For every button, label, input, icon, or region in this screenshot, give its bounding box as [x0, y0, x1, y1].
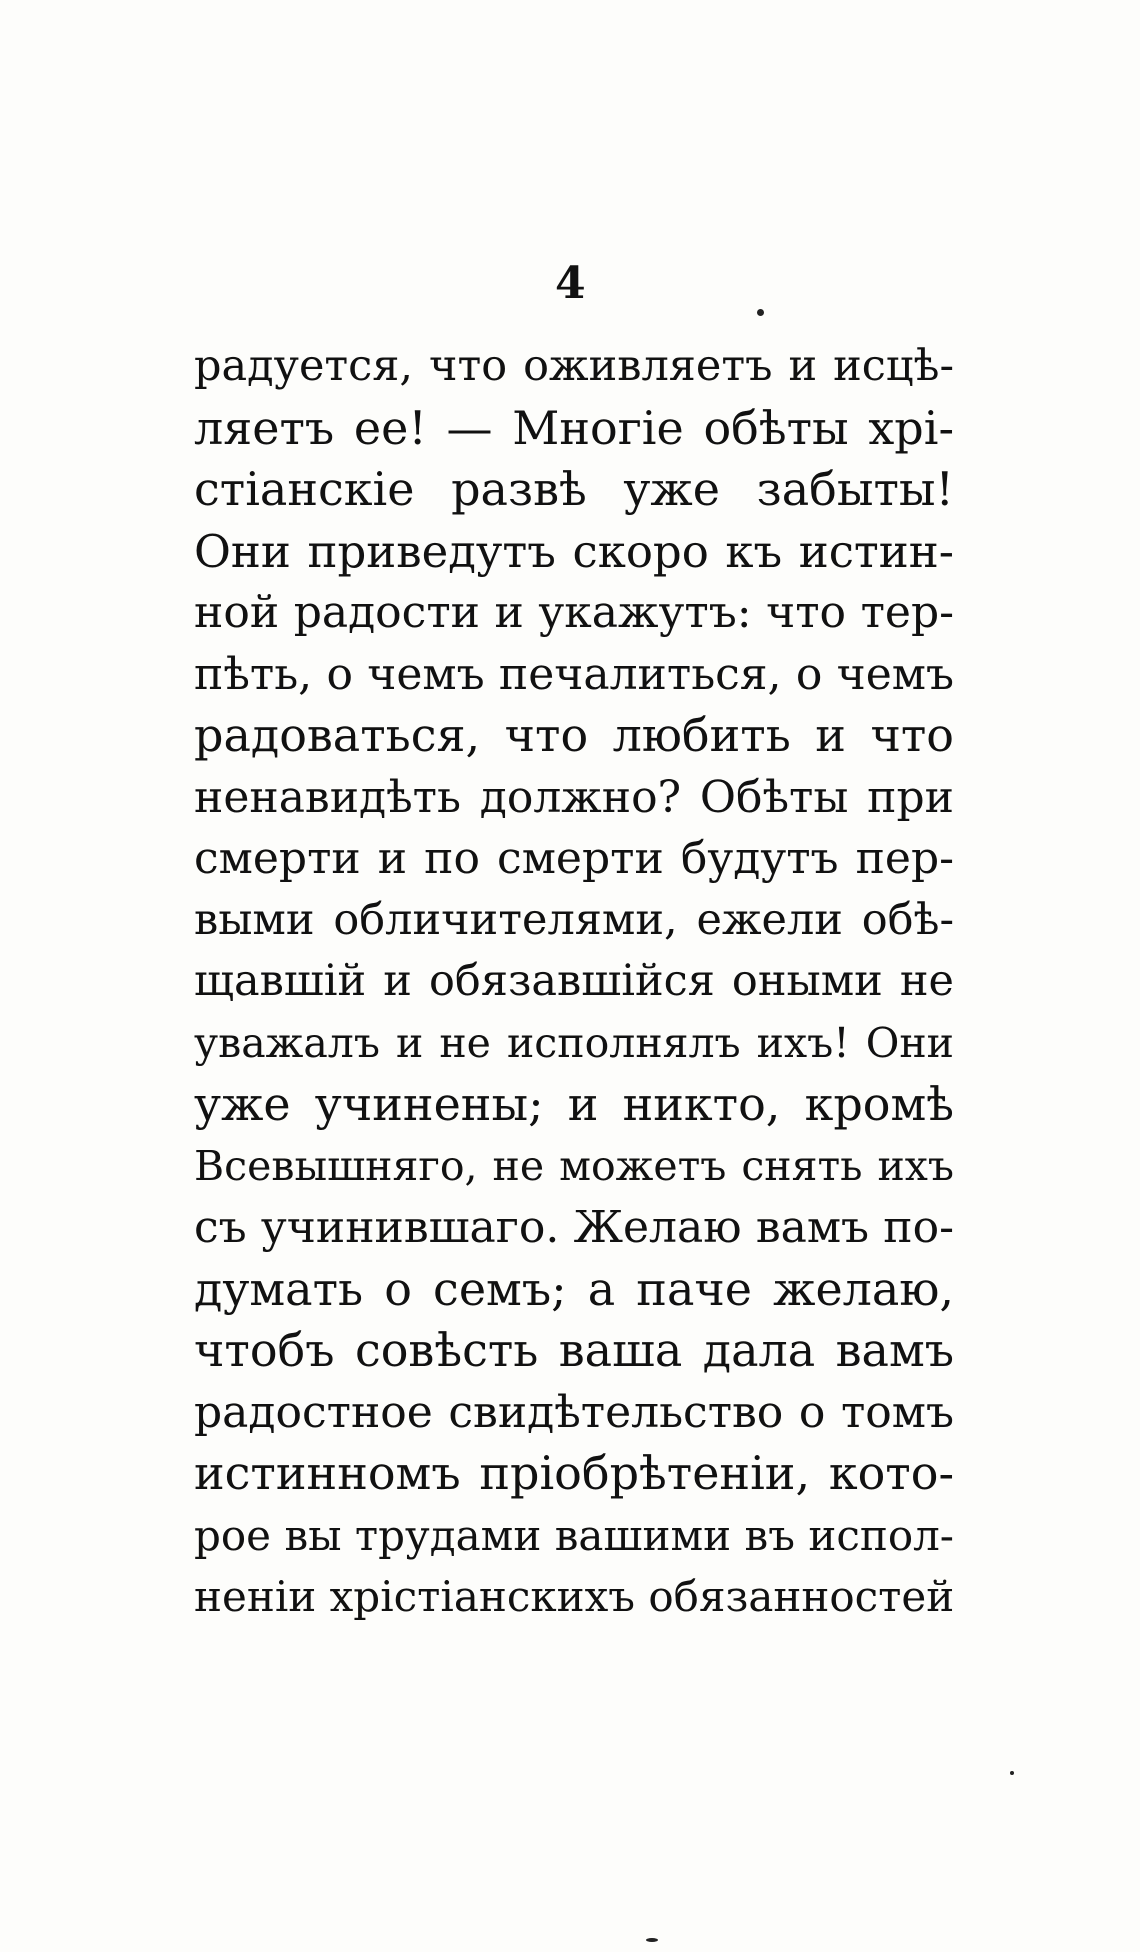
print-speck [646, 1938, 658, 1942]
text-line: Они приведутъ скоро къ истин- [194, 524, 954, 578]
text-line: уже учинены; и никто, кромѣ [194, 1077, 954, 1131]
text-line: ной радости и укажутъ: что тер- [194, 587, 954, 638]
text-line: Всевышняго, не можетъ снять ихъ [194, 1141, 954, 1190]
text-line: радоваться, что любить и что [194, 708, 954, 762]
text-line: чтобъ совѣсть ваша дала вамъ [194, 1323, 954, 1377]
text-line: щавшій и обязавшійся оными не [194, 956, 954, 1006]
text-line: выми обличителями, ежели обѣ- [194, 894, 954, 945]
print-speck [1010, 1771, 1014, 1775]
text-line: радостное свидѣтельство о томъ [194, 1386, 954, 1438]
body-text [194, 336, 954, 1628]
text-line: думать о семъ; а паче желаю, [194, 1261, 954, 1316]
text-line: рое вы трудами вашими въ испол- [194, 1510, 954, 1560]
page-number: 4 [555, 258, 586, 309]
print-speck [757, 309, 764, 316]
text-line: съ учинившаго. Желаю вамъ по- [194, 1202, 954, 1253]
text-line: пѣть, о чемъ печалиться, о чемъ [194, 648, 954, 700]
text-line: ляетъ ее! — Многіе обѣты хрі- [194, 400, 954, 455]
text-line: истинномъ пріобрѣтеніи, кото- [194, 1446, 954, 1500]
text-line: смерти и по смерти будутъ пер- [194, 833, 954, 884]
text-line: радуется, что оживляетъ и исцѣ- [194, 341, 954, 391]
text-line: ненавидѣть должно? Обѣты при [194, 771, 954, 823]
text-line: стіанскіе развѣ уже забыты! [194, 462, 954, 516]
text-line: неніи хрістіанскихъ обязанностей [194, 1572, 955, 1621]
text-line: уважалъ и не исполнялъ ихъ! Они [194, 1018, 954, 1067]
